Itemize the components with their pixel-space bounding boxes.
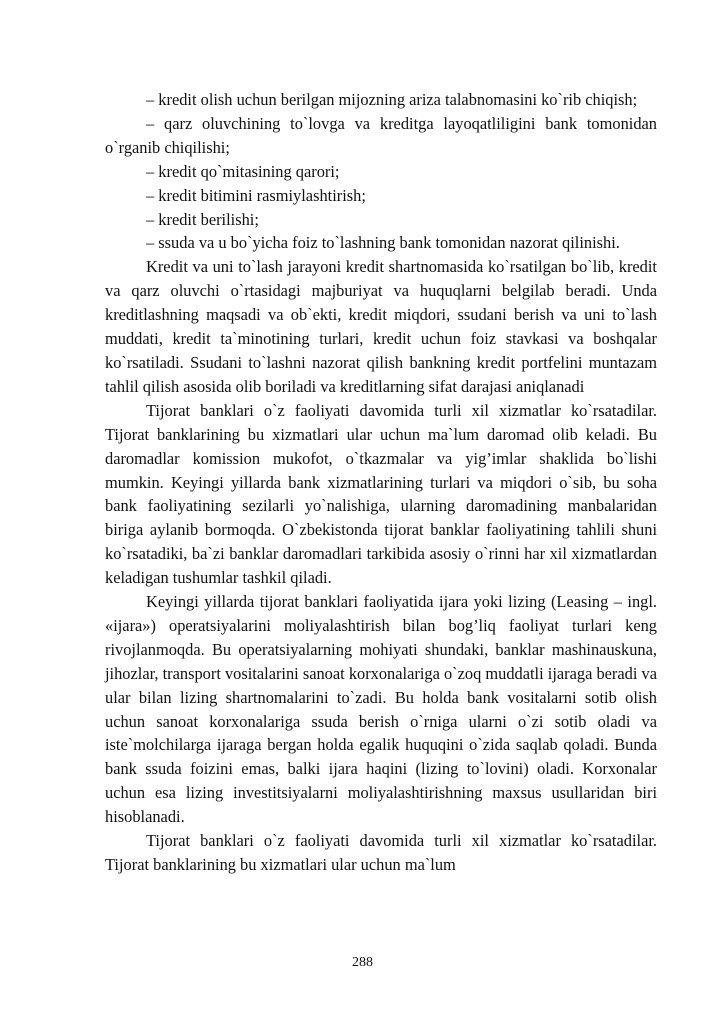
page-body — [105, 88, 657, 877]
list-item: – kredit berilishi; — [146, 209, 259, 229]
paragraph: Tijorat banklari o`z faoliyati davomida turli xil xizmatlar ko`rsatadilar. Tijorat banklarining bu xizmatlari ular uchun ma`lum daromad olib keladi. Bu daromadlar komission mukofot, o`tkazmalar va yig’imlar shaklida bo`lishi mumkin. Keyingi yillarda bank xizmatlarining turlari va miqdori o`sib, bu soha bank faoliyatining sezilarli yo`nalishiga, ularning daromadining manbalaridan biriga aylanib bormoqda. O`zbekistonda tijorat banklar faoliyatining tahlili shuni ko`rsatadiki, ba`zi banklar daromadlari tarkibida asosiy o`rinni har xil xizmatlardan keladigan tushumlar tashkil qiladi. — [105, 400, 657, 588]
list-item: – qarz oluvchining to`lovga va kreditga layoqatliligini bank tomonidan o`rganib chiqilishi; — [105, 113, 657, 157]
list-item: – kredit bitimini rasmiylashtirish; — [146, 185, 366, 205]
paragraph: Keyingi yillarda tijorat banklari faoliyatida ijara yoki lizing (Leasing – ingl. «ijara») operatsiyalarini moliyalashtirish bilan bog’liq faoliyat turlari keng rivojlanmoqda. Bu operatsiyalarning mohiyati shundaki, banklar mashinauskuna, jihozlar, transport vositalarini sanoat korxonalariga o`zoq muddatli ijaraga beradi va ular bilan lizing shartnomalarini to`zadi. Bu holda bank vositalarni sotib olish uchun sanoat korxonalariga ssuda berish o`rniga ularni o`zi sotib oladi va iste`molchilarga ijaraga bergan holda egalik huquqini o`zida saqlab qoladi. Bunda bank ssuda foizini emas, balki ijara haqini (lizing to`lovini) oladi. Korxonalar uchun esa lizing investitsiyalarni moliyalashtirishning maxsus usullaridan biri hisoblanadi. — [105, 592, 657, 827]
list-item: – kredit olish uchun berilgan mijozning ariza talabnomasini ko`rib chiqish; — [146, 90, 638, 109]
paragraph: Kredit va uni to`lash jarayoni kredit shartnomasida ko`rsatilgan bo`lib, kredit va qarz oluvchi o`rtasidagi majburiyat va huquqlarni belgilab beradi. Unda kreditlashning maqsadi va ob`ekti, kredit miqdori, ssudani berish va uni to`lash muddati, kredit ta`minotining turlari, kredit uchun foiz stavkasi va boshqalar ko`rsatiladi. Ssudani to`lashni nazorat qilish bankning kredit portfelini muntazam tahlil qilish asosida olib boriladi va kreditlarning sifat darajasi aniqlanadi — [105, 257, 657, 396]
list-item: – ssuda va u bo`yicha foiz to`lashning bank tomonidan nazorat qilinishi. — [146, 233, 620, 253]
page-number: 288 — [352, 955, 373, 970]
paragraph: Tijorat banklari o`z faoliyati davomida turli xil xizmatlar ko`rsatadilar. Tijorat banklarining bu xizmatlari ular uchun ma`lum — [105, 831, 657, 874]
list-item: – kredit qo`mitasining qarori; — [146, 161, 340, 181]
